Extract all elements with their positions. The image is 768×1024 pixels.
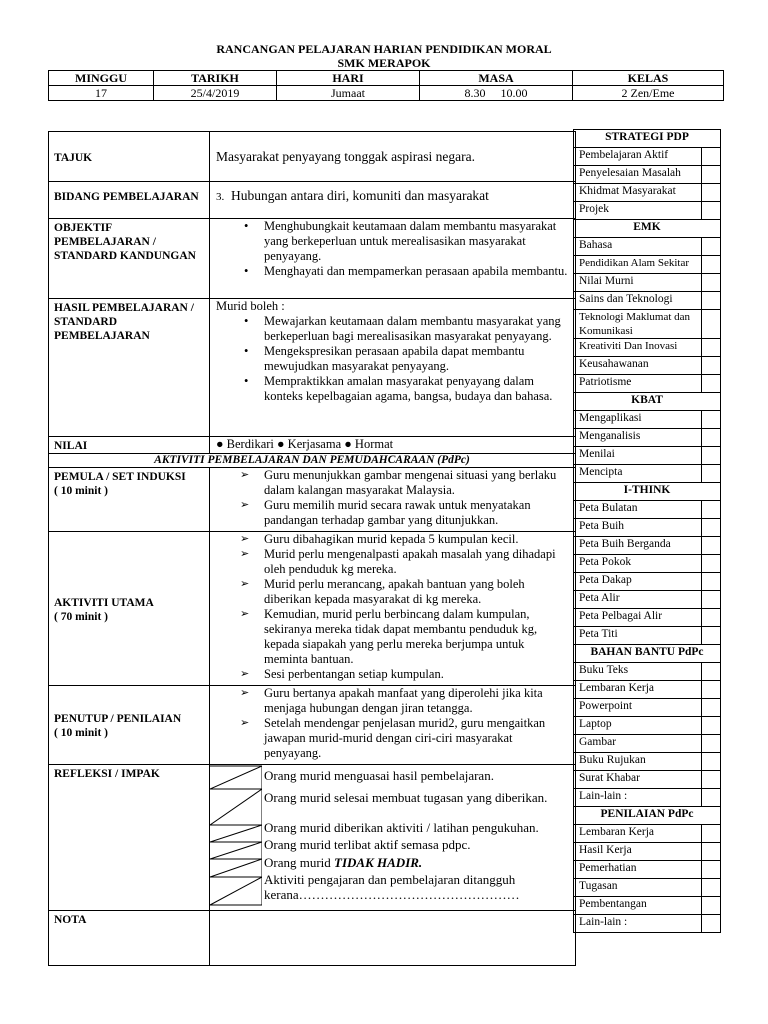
checklist-checkbox[interactable] [701,591,720,609]
checklist-item-row [574,663,721,681]
refleksi-line: Orang murid diberikan aktiviti / latihan pengukuhan. [264,820,539,835]
checklist-checkbox[interactable] [701,753,720,771]
checklist-checkbox[interactable] [701,447,720,465]
checklist-item-label: Peta Pelbagai Alir [574,609,702,627]
checklist-item-label: Peta Buih Berganda [574,537,702,555]
tajuk-text: Masyarakat penyayang tonggak aspirasi negara. [216,149,476,164]
row-refleksi [49,765,576,911]
checklist-item-row [574,339,721,357]
info-value-minggu: 17 [49,86,154,101]
checklist-checkbox[interactable] [701,861,720,879]
checklist-checkbox[interactable] [701,681,720,699]
checklist-item-label: Sains dan Teknologi [574,292,702,310]
checklist-item-label: Hasil Kerja [574,843,702,861]
checklist-checkbox[interactable] [701,609,720,627]
refleksi-absent: Orang murid TIDAK HADIR. [264,855,423,870]
checklist-item-label: Nilai Murni [574,274,702,292]
checklist-item-label: Kreativiti Dan Inovasi [574,339,702,357]
checklist-checkbox[interactable] [701,627,720,645]
refleksi-postponed-reason: kerana…………………………………………… [264,887,520,902]
checklist-sidebar [573,129,721,933]
pemula-label: PEMULA / SET INDUKSI [54,471,186,483]
checklist-item-row [574,501,721,519]
checklist-item-label: Menganalisis [574,429,702,447]
checklist-checkbox[interactable] [701,843,720,861]
checklist-item-row [574,843,721,861]
checklist-item-row [574,591,721,609]
checklist-item-row [574,465,721,483]
checklist-checkbox[interactable] [701,825,720,843]
checklist-item-label: Buku Teks [574,663,702,681]
checklist-item-label: Lain-lain : [574,915,702,933]
checklist-checkbox[interactable] [701,184,720,202]
nilai-text: ● Berdikari ● Kerjasama ● Hormat [216,437,394,451]
info-header-kelas: KELAS [573,71,724,86]
pemula-item: ➢ Guru menunjukkan gambar mengenai situasi yang berlaku dalam kalangan masyarakat Malaysia. [216,468,569,498]
utama-time: ( 70 minit ) [54,610,108,623]
checklist-section-title: I-THINK [574,483,721,501]
checklist-item-label: Tugasan [574,879,702,897]
checklist-checkbox[interactable] [701,735,720,753]
checklist-checkbox[interactable] [701,339,720,357]
checklist-item-row [574,292,721,310]
checklist-item-row [574,519,721,537]
info-value-kelas: 2 Zen/Eme [573,86,724,101]
checklist-item-row [574,861,721,879]
row-tajuk [49,132,576,182]
checklist-item-row [574,897,721,915]
checklist-item-label: Laptop [574,717,702,735]
info-value-masa: 8.30 10.00 [420,86,573,101]
lesson-plan-table [48,131,576,966]
info-value-hari: Jumaat [277,86,420,101]
bidang-label: BIDANG PEMBELAJARAN [54,191,199,203]
checklist-checkbox[interactable] [701,292,720,310]
checklist-checkbox[interactable] [701,519,720,537]
hasil-item: • Mewajarkan keutamaan dalam membantu masyarakat yang berkeperluan bagi merealisasikan masyarakat penyayang. [216,314,569,344]
checklist-item-label: Pemerhatian [574,861,702,879]
checklist-item-row [574,148,721,166]
checklist-item-row [574,879,721,897]
nilai-label: NILAI [54,440,88,452]
checklist-item-row [574,627,721,645]
checklist-checkbox[interactable] [701,310,720,339]
checklist-checkbox[interactable] [701,501,720,519]
checklist-item-row [574,537,721,555]
checklist-item-label: Projek [574,202,702,220]
checklist-section-row [574,393,721,411]
checklist-item-row [574,357,721,375]
utama-item: ➢ Kemudian, murid perlu berbincang dalam kumpulan, sekiranya mereka tidak dapat membantu penduduk kg, kepada siapakah yang perlu mereka berjumpa untuk meminta bantuan. [216,607,569,667]
tajuk-label: TAJUK [54,151,93,164]
nota-content [210,911,576,966]
checklist-item-label: Mengaplikasi [574,411,702,429]
checklist-item-row [574,555,721,573]
checklist-item-row [574,375,721,393]
checklist-item-label: Peta Bulatan [574,501,702,519]
checklist-item-row [574,202,721,220]
checklist-item-label: Pembentangan [574,897,702,915]
bidang-text: Hubungan antara diri, komuniti dan masyarakat [231,188,489,203]
utama-item: ➢ Murid perlu mengenalpasti apakah masalah yang dihadapi oleh penduduk kg mereka. [216,547,569,577]
checklist-item-label: Keusahawanan [574,357,702,375]
checklist-checkbox[interactable] [701,465,720,483]
info-header-hari: HARI [277,71,420,86]
row-nota [49,911,576,966]
checklist-section-title: EMK [574,220,721,238]
checklist-checkbox[interactable] [701,238,720,256]
info-value-tarikh: 25/4/2019 [154,86,277,101]
checklist-item-label: Peta Buih [574,519,702,537]
penutup-item: ➢ Setelah mendengar penjelasan murid2, guru mengaitkan jawapan murid-murid dengan ciri-ciri masyarakat penyayang. [216,716,569,761]
checklist-item-row [574,789,721,807]
row-bidang [49,182,576,219]
checklist-item-label: Menilai [574,447,702,465]
refleksi-postponed: Aktiviti pengajaran dan pembelajaran ditangguh [264,872,516,887]
checklist-item-row [574,717,721,735]
refleksi-line: Orang murid selesai membuat tugasan yang diberikan. [264,790,548,805]
checklist-item-row [574,735,721,753]
checklist-item-label: Bahasa [574,238,702,256]
checklist-item-label: Buku Rujukan [574,753,702,771]
refleksi-line: Orang murid terlibat aktif semasa pdpc. [264,837,471,852]
refleksi-label: REFLEKSI / IMPAK [54,768,160,780]
checklist-item-label: Lain-lain : [574,789,702,807]
info-header-masa: MASA [420,71,573,86]
nota-label: NOTA [54,914,87,926]
refleksi-absent-emphasis: TIDAK HADIR. [334,855,423,870]
checklist-item-row [574,429,721,447]
checklist-checkbox[interactable] [701,771,720,789]
checklist-item-row [574,771,721,789]
checklist-item-label: Penyelesaian Masalah [574,166,702,184]
checklist-item-row [574,166,721,184]
checklist-item-label: Powerpoint [574,699,702,717]
hasil-intro: Murid boleh : [216,299,285,313]
checklist-item-label: Lembaran Kerja [574,681,702,699]
utama-list [216,532,569,682]
checklist-section-row [574,130,721,148]
hasil-item: • Mengekspresikan perasaan apabila dapat membantu mewujudkan masyarakat penyayang. [216,344,569,374]
objektif-label: OBJEKTIF PEMBELAJARAN / STANDARD KANDUNGAN [54,222,196,262]
checklist-checkbox[interactable] [701,879,720,897]
checklist-checkbox[interactable] [701,411,720,429]
aktiviti-heading: AKTIVITI PEMBELAJARAN DAN PEMUDAHCARAAN (PdPc) [154,454,470,466]
checklist-item-row [574,238,721,256]
row-pemula [49,468,576,532]
row-penutup [49,686,576,765]
school-name: SMK MERAPOK [337,56,431,70]
checklist-checkbox[interactable] [701,357,720,375]
checklist-checkbox[interactable] [701,256,720,274]
utama-label: AKTIVITI UTAMA [54,596,154,609]
checklist-section-title: PENILAIAN PdPc [574,807,721,825]
checklist-item-row [574,274,721,292]
objektif-item: • Menghayati dan mempamerkan perasaan apabila membantu. [216,264,569,279]
row-hasil [49,299,576,437]
checklist-item-label: Khidmat Masyarakat [574,184,702,202]
checklist-item-label: Teknologi Maklumat dan Komunikasi [574,310,702,339]
checklist-item-row [574,184,721,202]
checklist-item-row [574,681,721,699]
penutup-time: ( 10 minit ) [54,727,108,739]
checklist-checkbox[interactable] [701,789,720,807]
checklist-item-row [574,411,721,429]
checklist-checkbox[interactable] [701,148,720,166]
info-header-tarikh: TARIKH [154,71,277,86]
checklist-checkbox[interactable] [701,897,720,915]
checklist-item-label: Surat Khabar [574,771,702,789]
checklist-item-label: Pembelajaran Aktif [574,148,702,166]
hasil-item: • Mempraktikkan amalan masyarakat penyayang dalam konteks kepelbagaian agama, bangsa, budaya dan bahasa. [216,374,569,404]
checklist-checkbox[interactable] [701,537,720,555]
utama-item: ➢ Murid perlu merancang, apakah bantuan yang boleh diberikan kepada masyarakat di kg mereka. [216,577,569,607]
hasil-label: HASIL PEMBELAJARAN / STANDARD PEMBELAJARAN [54,302,194,342]
checklist-item-label: Gambar [574,735,702,753]
checklist-checkbox[interactable] [701,375,720,393]
checklist-item-label: Pendidikan Alam Sekitar [574,256,702,274]
lesson-info-table [48,70,724,101]
checklist-item-row [574,915,721,933]
checklist-item-label: Peta Alir [574,591,702,609]
checklist-checkbox[interactable] [701,274,720,292]
penutup-item: ➢ Guru bertanya apakah manfaat yang diperolehi jika kita menjaga hubungan dengan jiran tetangga. [216,686,569,716]
checklist-item-row [574,825,721,843]
checklist-item-label: Patriotisme [574,375,702,393]
refleksi-lines [264,765,571,902]
checklist-checkbox[interactable] [701,717,720,735]
row-aktiviti-utama [49,532,576,686]
row-objektif [49,219,576,299]
checklist-checkbox[interactable] [701,915,720,933]
checklist-item-label: Mencipta [574,465,702,483]
utama-item: ➢ Sesi perbentangan setiap kumpulan. [216,667,569,682]
checklist-section-row [574,483,721,501]
hasil-list [216,314,569,404]
checklist-item-label: Lembaran Kerja [574,825,702,843]
checklist-checkbox[interactable] [701,202,720,220]
row-nilai [49,437,576,454]
checklist-item-row [574,310,721,339]
row-aktiviti-heading [49,454,576,468]
checklist-checkbox[interactable] [701,555,720,573]
checklist-item-label: Peta Pokok [574,555,702,573]
bidang-number: 3. [216,191,225,203]
checklist-checkbox[interactable] [701,699,720,717]
penutup-list [216,686,569,761]
refleksi-line: Orang murid menguasai hasil pembelajaran. [264,768,494,783]
checklist-section-row [574,645,721,663]
checklist-section-row [574,807,721,825]
pemula-item: ➢ Guru memilih murid secara rawak untuk menyatakan pandangan terhadap gambar yang ditunjukkan. [216,498,569,528]
pemula-time: ( 10 minit ) [54,485,108,497]
pemula-list [216,468,569,528]
checklist-item-row [574,573,721,591]
checklist-checkbox[interactable] [701,429,720,447]
checklist-item-row [574,447,721,465]
refleksi-tick-boxes [210,765,262,909]
utama-item: ➢ Guru dibahagikan murid kepada 5 kumpulan kecil. [216,532,569,547]
checklist-section-title: KBAT [574,393,721,411]
objektif-item: • Menghubungkait keutamaan dalam membantu masyarakat yang berkeperluan untuk merealisasikan masyarakat penyayang. [216,219,569,264]
checklist-item-label: Peta Titi [574,627,702,645]
checklist-item-row [574,609,721,627]
checklist-checkbox[interactable] [701,573,720,591]
checklist-checkbox[interactable] [701,166,720,184]
document-header [0,42,768,70]
checklist-section-title: BAHAN BANTU PdPc [574,645,721,663]
checklist-item-label: Peta Dakap [574,573,702,591]
refleksi-box [210,765,575,909]
info-header-minggu: MINGGU [49,71,154,86]
checklist-section-title: STRATEGI PDP [574,130,721,148]
checklist-item-row [574,753,721,771]
checklist-item-row [574,699,721,717]
document-title: RANCANGAN PELAJARAN HARIAN PENDIDIKAN MORAL [216,42,552,56]
checklist-checkbox[interactable] [701,663,720,681]
checklist-item-row [574,256,721,274]
checklist-section-row [574,220,721,238]
penutup-label: PENUTUP / PENILAIAN [54,713,182,725]
objektif-list [216,219,569,279]
